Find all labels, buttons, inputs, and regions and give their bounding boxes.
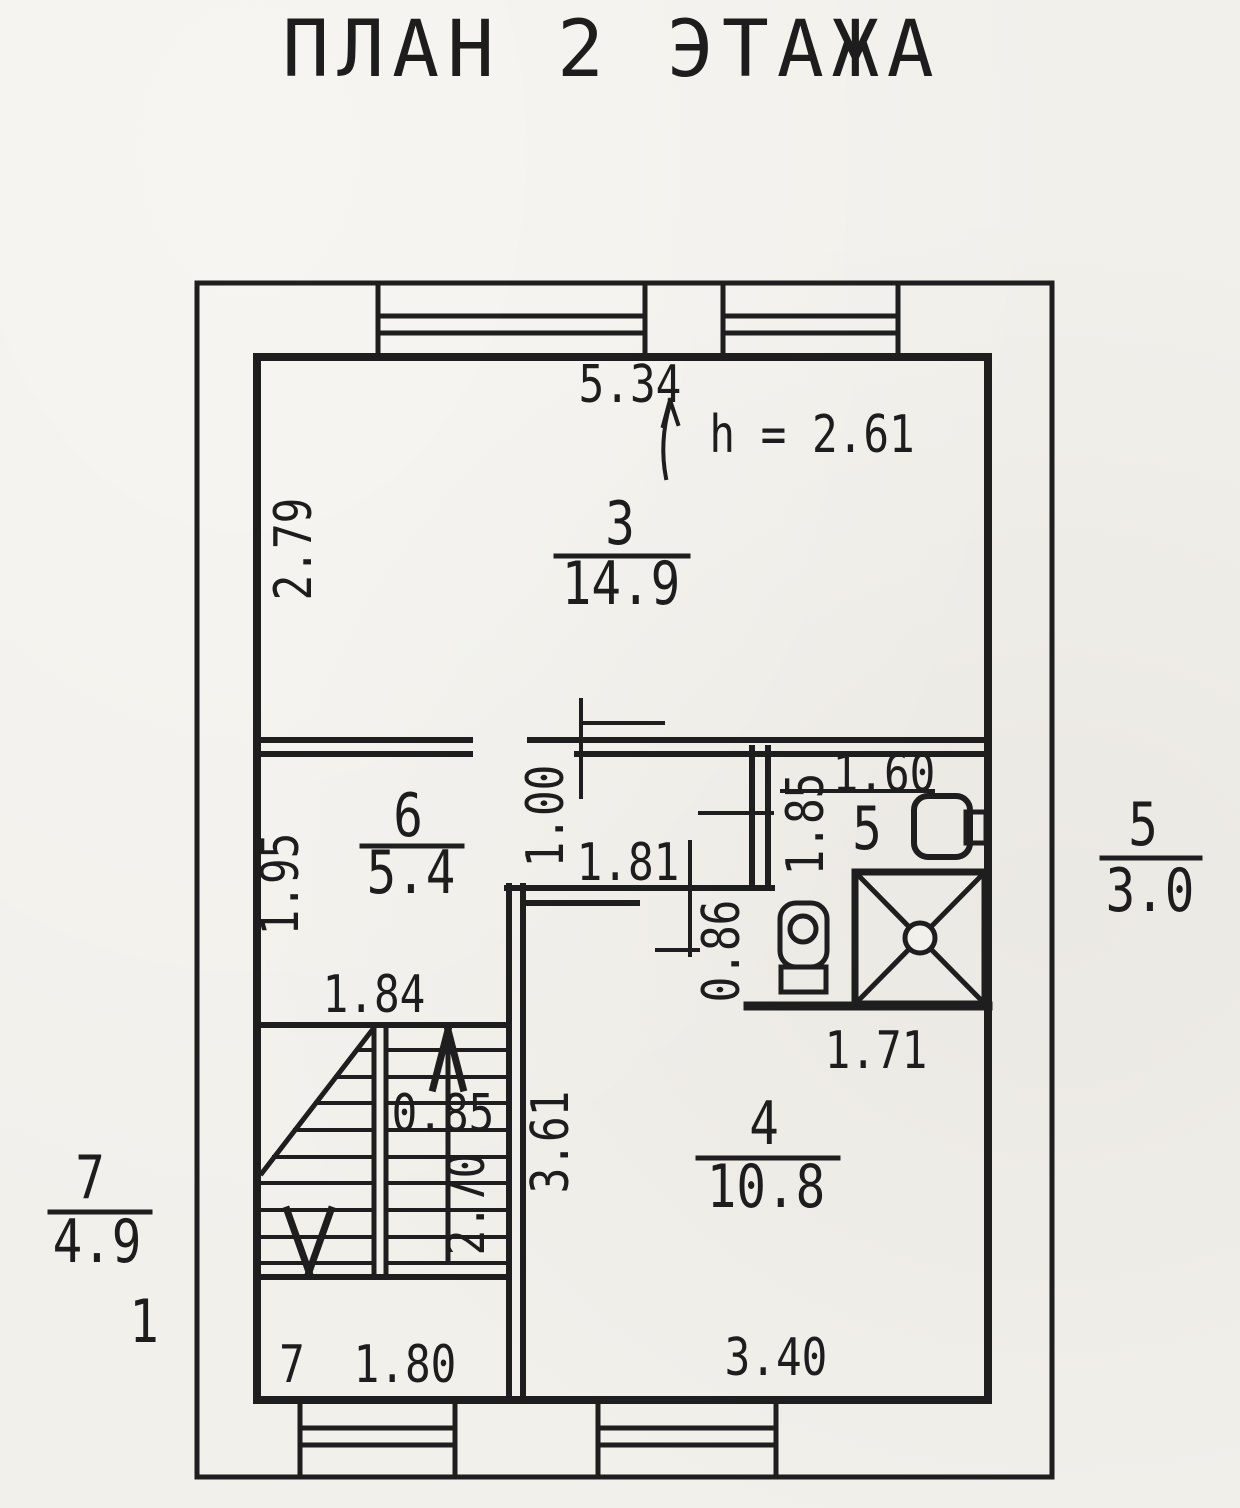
room4-area: 10.8 <box>706 1152 826 1222</box>
toilet-icon <box>780 903 827 992</box>
dim-room4-height: 3.61 <box>521 1090 581 1194</box>
room6-area: 5.4 <box>366 838 456 908</box>
room3-number: 3 <box>605 489 635 559</box>
margin-room7-area: 4.9 <box>52 1207 142 1277</box>
dim-stairs-width: 1.84 <box>322 965 426 1025</box>
shower-icon <box>855 872 985 1004</box>
floor-ref-label: 1 <box>129 1287 159 1357</box>
dim-top-width: 5.34 <box>578 355 682 415</box>
room5-number: 5 <box>852 794 882 864</box>
dim-stairs-bottom-width: 1.80 <box>353 1335 457 1395</box>
sink-icon <box>914 796 986 857</box>
dim-bath-width: 1.60 <box>832 744 936 804</box>
dim-bath-depth: 1.85 <box>776 772 836 876</box>
ceiling-height-note: h = 2.61 <box>709 405 915 465</box>
dim-hall-depth: 1.00 <box>516 764 576 868</box>
dim-room3-height: 2.79 <box>264 497 324 601</box>
dim-bath-outside-width: 1.71 <box>824 1021 928 1081</box>
page-title: ПЛАН 2 ЭТАЖА <box>282 5 942 95</box>
dim-flight-width: 0.85 <box>391 1084 495 1144</box>
bottom-room7-number: 7 <box>279 1335 305 1395</box>
dim-room4-width: 3.40 <box>724 1328 828 1388</box>
window-icon <box>723 285 898 355</box>
margin-room5-area: 3.0 <box>1105 856 1195 926</box>
margin-room5-number: 5 <box>1128 790 1158 860</box>
room4-number: 4 <box>749 1089 779 1159</box>
window-icon <box>378 285 645 355</box>
dim-stairs-length: 2.70 <box>437 1152 497 1256</box>
room3-area: 14.9 <box>561 549 681 619</box>
window-icon <box>598 1402 776 1473</box>
dim-hall-width: 1.81 <box>576 833 680 893</box>
dim-bath-door: 0.86 <box>692 899 752 1003</box>
window-icon <box>300 1402 455 1473</box>
room6-number: 6 <box>393 781 423 851</box>
dim-room6-height: 1.95 <box>251 832 311 936</box>
margin-room7-number: 7 <box>75 1143 105 1213</box>
